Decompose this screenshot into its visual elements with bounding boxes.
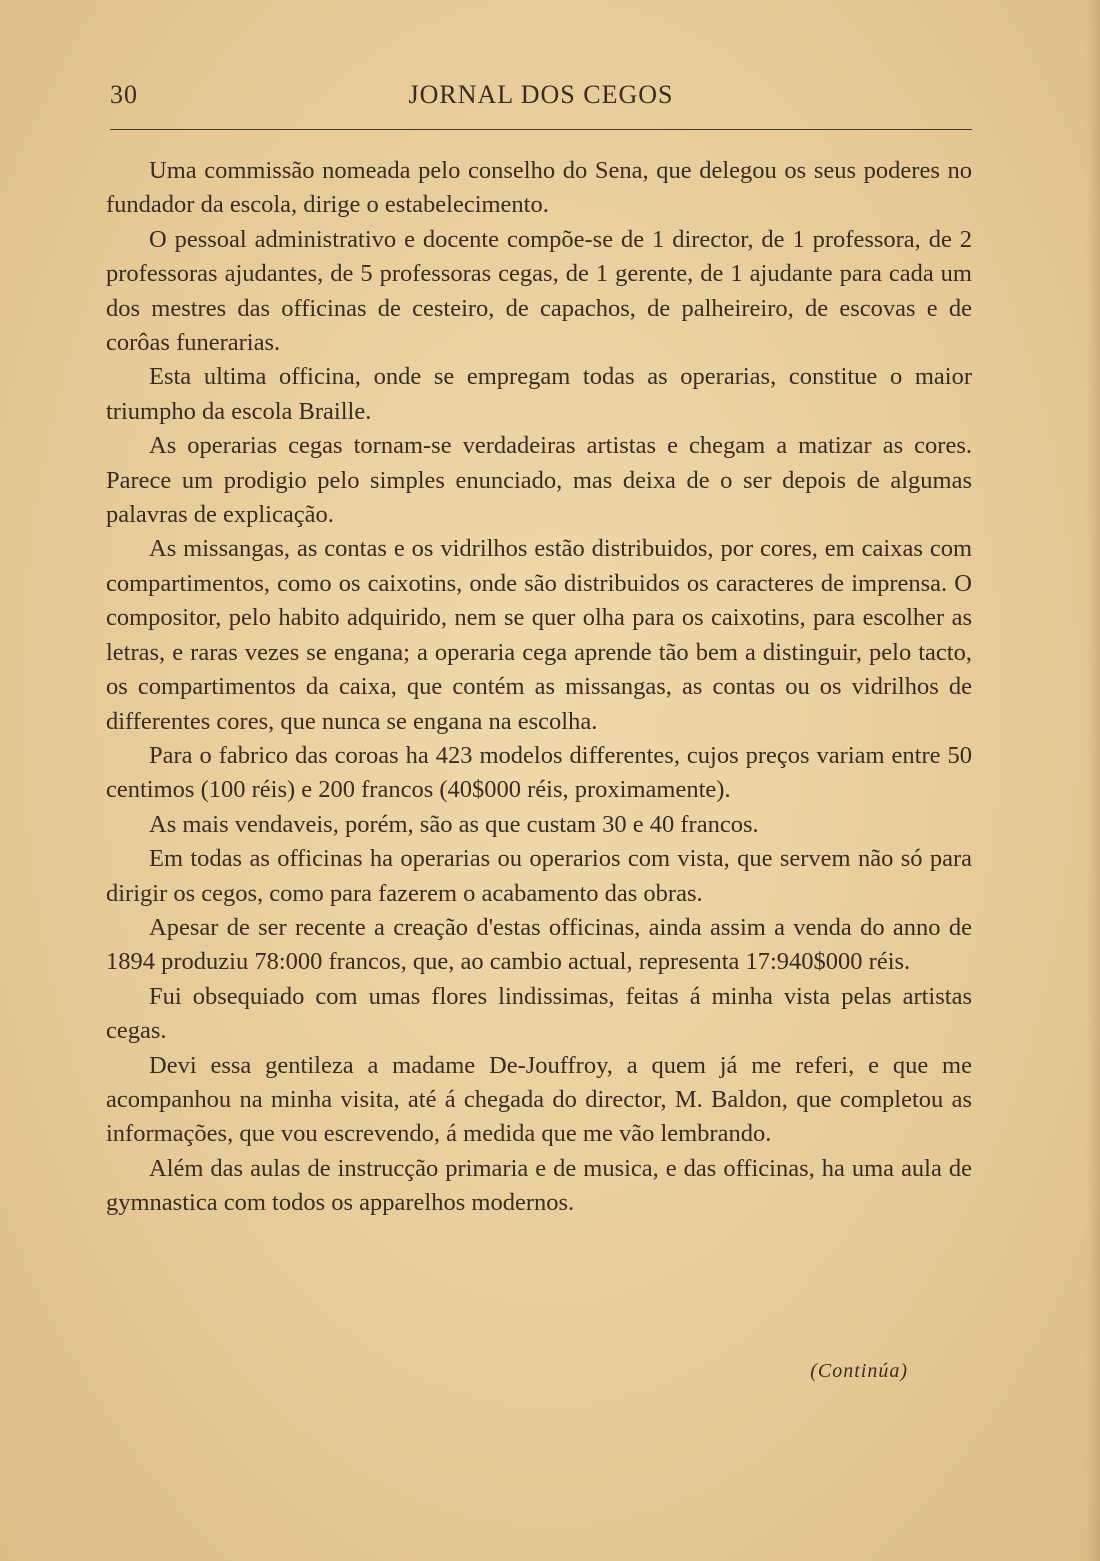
paragraph: O pessoal administrativo e docente compõe-se de 1 director, de 1 professora, de 2 professoras ajudantes, de 5 professoras cegas, de 1 gerente, de 1 ajudante para cada um dos mestres das officinas de cesteiro, de capachos, de palheireiro, de escovas e de corôas funerarias. xyxy=(106,225,972,357)
paragraph: Fui obsequiado com umas flores lindissimas, feitas á minha vista pelas artistas cegas. xyxy=(106,982,972,1045)
paragraph: As operarias cegas tornam-se verdadeiras artistas e chegam a matizar as cores. Parece um prodigio pelo simples enunciado, mas deixa de o ser depois de algumas palavras de explicação. xyxy=(106,432,972,529)
journal-title: JORNAL DOS CEGOS xyxy=(408,80,674,109)
paragraph: Apesar de ser recente a creação d'estas officinas, ainda assim a venda do anno de 1894 produziu 78:000 francos, que, ao cambio actual, representa 17:940$000 réis. xyxy=(106,913,972,976)
paragraph: Além das aulas de instrucção primaria e de musica, e das officinas, ha uma aula de gymnastica com todos os apparelhos modernos. xyxy=(106,1154,972,1217)
paragraph: As mais vendaveis, porém, são as que custam 30 e 40 francos. xyxy=(149,810,759,838)
header-rule xyxy=(110,129,972,130)
paragraph: As missangas, as contas e os vidrilhos estão distribuidos, por cores, em caixas com compartimentos, como os caixotins, onde são distribuidos os caracteres de imprensa. O compositor, pelo habito adquirido, nem se quer olha para os caixotins, para escolher as letras, e raras vezes se engana; a operaria cega aprende tão bem a distinguir, pelo tacto, os compartimentos da caixa, que contém as missangas, as contas ou os vidrilhos de differentes cores, que nunca se engana na escolha. xyxy=(106,535,972,735)
continuation-note: (Continúa) xyxy=(810,1360,908,1382)
paragraph: Para o fabrico das coroas ha 423 modelos differentes, cujos preços variam entre 50 centimos (100 réis) e 200 francos (40$000 réis, proximamente). xyxy=(106,741,972,804)
page-number: 30 xyxy=(110,80,138,109)
page-header xyxy=(110,80,972,120)
paragraph: Em todas as officinas ha operarias ou operarios com vista, que servem não só para dirigir os cegos, como para fazerem o acabamento das obras. xyxy=(106,845,972,907)
paragraph: Devi essa gentileza a madame De-Jouffroy, a quem já me referi, e que me acompanhou na minha visita, até á chegada do director, M. Baldon, que completou as informações, que vou escrevendo, á medida que me vão lembrando. xyxy=(106,1051,972,1148)
paragraph: Esta ultima officina, onde se empregam todas as operarias, constitue o maior triumpho da escola Braille. xyxy=(106,363,972,425)
paragraph: Uma commissão nomeada pelo conselho do Sena, que delegou os seus poderes no fundador da escola, dirige o estabelecimento. xyxy=(106,157,972,219)
article-body xyxy=(106,154,972,1221)
